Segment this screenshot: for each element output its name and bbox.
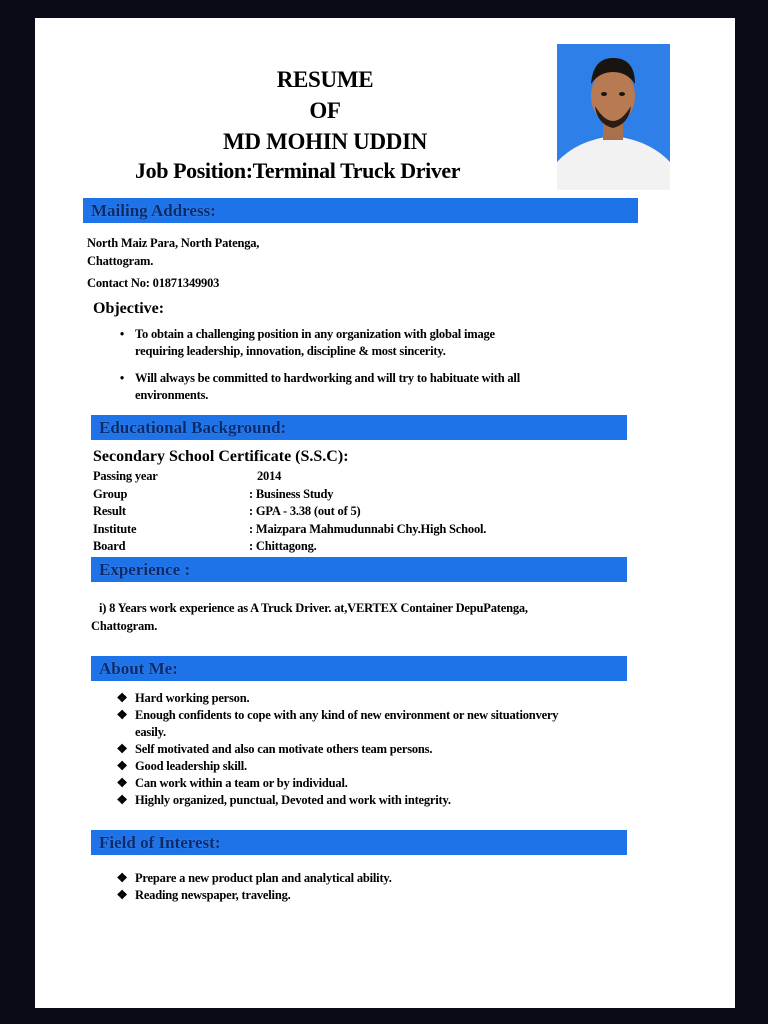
about-item: [89, 758, 699, 775]
about-item-line1: Can work within a team or by individual.: [135, 776, 348, 790]
about-item: [89, 707, 699, 741]
interest-list: [89, 870, 649, 904]
education-row-key: Result: [93, 504, 126, 518]
job-position: Job Position:Terminal Truck Driver: [135, 158, 461, 183]
resume-title: [115, 64, 535, 157]
objective-list: [89, 326, 649, 404]
education-row-key: Passing year: [93, 469, 158, 483]
objective-item: [89, 326, 649, 360]
candidate-name: MD MOHIN UDDIN: [222, 129, 428, 154]
education-row-value: : Business Study: [249, 486, 334, 501]
section-mailing-address: Mailing Address:: [83, 198, 638, 223]
about-item: [89, 690, 699, 707]
section-educational-background: Educational Background:: [91, 415, 627, 440]
about-item: [89, 775, 699, 792]
experience-line-1: i) 8 Years work experience as A Truck Driver. at,VERTEX Container DepuPatenga,: [99, 601, 528, 615]
interest-item-line1: Reading newspaper, traveling.: [135, 888, 291, 902]
objective-item-line1: Will always be committed to hardworking and will try to habituate with all: [135, 371, 520, 385]
objective-item-line1: To obtain a challenging position in any organization with global image: [135, 327, 495, 341]
contact-number: Contact No: 01871349903: [87, 276, 220, 290]
diamond-bullet-icon: ❖: [116, 759, 128, 773]
resume-page: [35, 18, 735, 1008]
education-details: [93, 468, 613, 556]
education-row: [93, 538, 613, 556]
education-row-value: : Chittagong.: [249, 539, 317, 553]
address-line-2: Chattogram.: [87, 254, 154, 268]
about-list: [89, 690, 699, 809]
education-row-key: Group: [93, 486, 128, 501]
education-row: [93, 521, 613, 539]
about-item-line1: Good leadership skill.: [135, 759, 247, 773]
about-item-line1: Highly organized, punctual, Devoted and work with integrity.: [135, 793, 451, 807]
interest-item: [89, 887, 649, 904]
education-row-value: : GPA - 3.38 (out of 5): [249, 504, 361, 518]
about-item-line1: Enough confidents to cope with any kind of new environment or new situationvery: [135, 708, 559, 722]
education-row: [93, 486, 613, 504]
bullet-dot-icon: •: [119, 327, 125, 341]
education-row-key: Board: [93, 539, 126, 553]
about-item-line1: Hard working person.: [135, 691, 250, 705]
section-field-of-interest: Field of Interest:: [91, 830, 627, 855]
objective-item-line2: environments.: [135, 388, 209, 402]
diamond-bullet-icon: ❖: [116, 742, 128, 756]
section-experience: Experience :: [91, 557, 627, 582]
diamond-bullet-icon: ❖: [116, 691, 128, 705]
diamond-bullet-icon: ❖: [116, 776, 128, 790]
bullet-dot-icon: •: [119, 371, 125, 385]
objective-item: [89, 370, 649, 404]
education-row-value: 2014: [257, 469, 282, 483]
objective-item-line2: requiring leadership, innovation, discipline & most sincerity.: [135, 344, 446, 358]
about-item: [89, 792, 699, 809]
about-item-line2: easily.: [135, 725, 166, 739]
title-resume: RESUME: [276, 67, 374, 92]
section-about-me: About Me:: [91, 656, 627, 681]
diamond-bullet-icon: ❖: [116, 708, 128, 722]
education-row: [93, 468, 613, 486]
education-row: [93, 503, 613, 521]
diamond-bullet-icon: ❖: [116, 888, 128, 902]
about-item: [89, 741, 699, 758]
address-line-1: North Maiz Para, North Patenga,: [87, 236, 260, 250]
ssc-heading: Secondary School Certificate (S.S.C):: [93, 448, 349, 465]
education-row-key: Institute: [93, 521, 137, 536]
experience-line-2: Chattogram.: [91, 619, 158, 633]
education-row-value: : Maizpara Mahmudunnabi Chy.High School.: [249, 521, 487, 536]
title-of: OF: [309, 98, 341, 123]
objective-heading: Objective:: [93, 300, 165, 317]
interest-item-line1: Prepare a new product plan and analytical ability.: [135, 871, 392, 885]
diamond-bullet-icon: ❖: [116, 871, 128, 885]
diamond-bullet-icon: ❖: [116, 793, 128, 807]
about-item-line1: Self motivated and also can motivate others team persons.: [135, 742, 433, 756]
interest-item: [89, 870, 649, 887]
